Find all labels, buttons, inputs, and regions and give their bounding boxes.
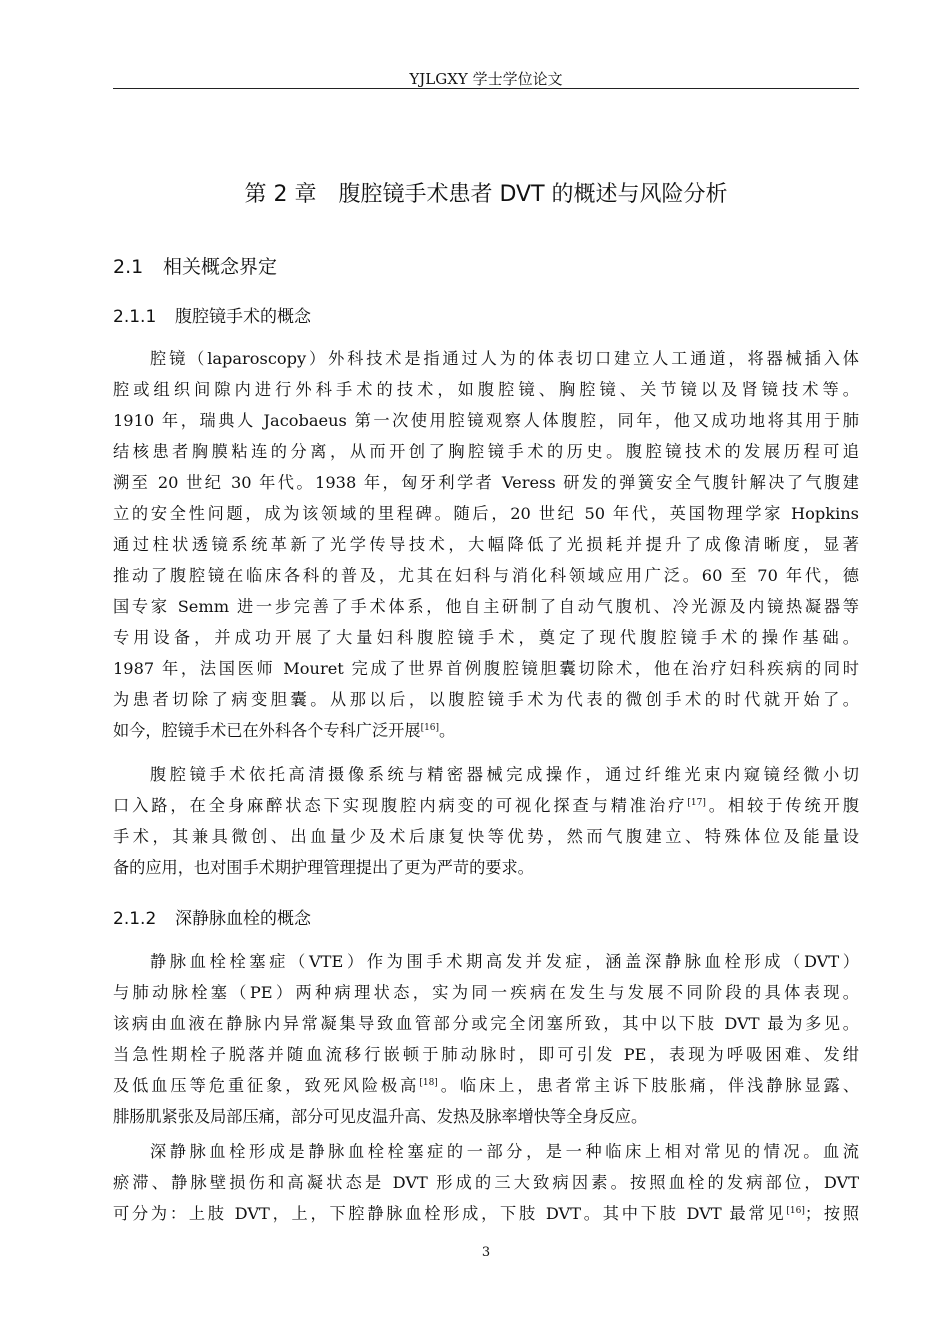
chapter-number: 第 2 章 xyxy=(244,182,317,207)
text-line: 推动了腹腔镜在临床各科的普及，尤其在妇科与消化科领域应用广泛。60 至 70 年代，德 xyxy=(113,566,859,585)
page-number: 3 xyxy=(481,1245,491,1260)
text-line xyxy=(113,715,859,746)
text-line: 溯至 20 世纪 30 年代。1938 年，匈牙利学者 Veress 研发的弹簧安全气腹针解决了气腹建 xyxy=(113,473,859,492)
paragraph-vte-definition xyxy=(113,946,859,1132)
text-line: 立的安全性问题，成为该领域的里程碑。随后，20 世纪 50 年代，英国物理学家 Hopkins xyxy=(113,504,859,523)
text-line: 手术，其兼具微创、出血量少及术后康复快等优势，然而气腹建立、特殊体位及能量设 xyxy=(113,827,859,846)
text-line xyxy=(113,790,859,821)
text-line: 腔或组织间隙内进行外科手术的技术，如腹腔镜、胸腔镜、关节镜以及肾镜技术等。 xyxy=(113,380,859,399)
section-title: 相关概念界定 xyxy=(163,256,278,278)
subsection-number: 2.1.1 xyxy=(113,307,157,327)
text-line: 当急性期栓子脱落并随血流移行嵌顿于肺动脉时，即可引发 PE，表现为呼吸困难、发绀 xyxy=(113,1045,859,1064)
subsection-heading-2-1-2 xyxy=(113,908,311,930)
text-line: 深静脉血栓形成是静脉血栓栓塞症的一部分，是一种临床上相对常见的情况。血流 xyxy=(150,1142,859,1161)
header-rule xyxy=(113,88,859,89)
text-span: 可分为：上肢 DVT，上，下腔静脉血栓形成，下肢 DVT。其中下肢 DVT 最常见 xyxy=(113,1204,787,1223)
citation-ref: [17] xyxy=(687,798,706,808)
subsection-number: 2.1.2 xyxy=(113,909,157,929)
text-line: 腓肠肌紧张及局部压痛，部分可见皮温升高、发热及脉率增快等全身反应。 xyxy=(113,1107,648,1126)
text-line: 腹腔镜手术依托高清摄像系统与精密器械完成操作，通过纤维光束内窥镜经微小切 xyxy=(150,765,859,784)
text-line: 通过柱状透镜系统革新了光学传导技术，大幅降低了光损耗并提升了成像清晰度，显著 xyxy=(113,535,859,554)
text-line: 国专家 Semm 进一步完善了手术体系，他自主研制了自动气腹机、冷光源及内镜热凝器等 xyxy=(113,597,859,616)
citation-ref: [18] xyxy=(419,1078,438,1088)
text-line: 1910 年，瑞典人 Jacobaeus 第一次使用腔镜观察人体腹腔，同年，他又成功地将其用于肺 xyxy=(113,411,859,430)
chapter-heading xyxy=(113,181,859,209)
text-span: 。 xyxy=(439,721,456,740)
text-span: 口入路，在全身麻醉状态下实现腹腔内病变的可视化探查与精准治疗 xyxy=(113,796,688,815)
section-heading-2-1 xyxy=(113,255,277,279)
citation-ref: [16] xyxy=(420,723,440,733)
chapter-title: 腹腔镜手术患者 DVT 的概述与风险分析 xyxy=(338,182,728,207)
citation-ref: [16] xyxy=(786,1206,805,1216)
paragraph-laparoscopy-features xyxy=(113,759,859,883)
text-span: 。临床上，患者常主诉下肢胀痛，伴浅静脉显露、 xyxy=(437,1076,860,1095)
text-line xyxy=(113,1070,859,1101)
paragraph-laparoscopy-history xyxy=(113,343,859,746)
text-line: 备的应用，也对围手术期护理管理提出了更为严苛的要求。 xyxy=(113,858,534,877)
text-line xyxy=(113,1198,859,1229)
text-line: 专用设备，并成功开展了大量妇科腹腔镜手术，奠定了现代腹腔镜手术的操作基础。 xyxy=(113,628,859,647)
subsection-heading-2-1-1 xyxy=(113,306,311,328)
paragraph-dvt-classification xyxy=(113,1136,859,1229)
subsection-title: 腹腔镜手术的概念 xyxy=(175,307,311,327)
section-number: 2.1 xyxy=(113,256,144,278)
text-line: 1987 年，法国医师 Mouret 完成了世界首例腹腔镜胆囊切除术，他在治疗妇科疾病的同时 xyxy=(113,659,859,678)
text-span: 及低血压等危重征象，致死风险极高 xyxy=(113,1076,420,1095)
text-span: 。相较于传统开腹 xyxy=(705,796,860,815)
text-line: 瘀滞、静脉壁损伤和高凝状态是 DVT 形成的三大致病因素。按照血栓的发病部位，DVT xyxy=(113,1173,859,1192)
text-span: 如今，腔镜手术已在外科各个专科广泛开展 xyxy=(113,721,421,740)
text-line: 结核患者胸膜粘连的分离，从而开创了胸腔镜手术的历史。腹腔镜技术的发展历程可追 xyxy=(113,442,859,461)
text-span: ；按照 xyxy=(804,1204,860,1223)
text-line: 该病由血液在静脉内异常凝集导致血管部分或完全闭塞所致，其中以下肢 DVT 最为多见。 xyxy=(113,1014,859,1033)
text-line: 与肺动脉栓塞（PE）两种病理状态，实为同一疾病在发生与发展不同阶段的具体表现。 xyxy=(113,983,859,1002)
text-line: 静脉血栓栓塞症（VTE）作为围手术期高发并发症，涵盖深静脉血栓形成（DVT） xyxy=(150,952,859,971)
running-header: YJLGXY 学士学位论文 xyxy=(409,70,563,88)
text-line: 为患者切除了病变胆囊。从那以后，以腹腔镜手术为代表的微创手术的时代就开始了。 xyxy=(113,690,859,709)
subsection-title: 深静脉血栓的概念 xyxy=(175,909,311,929)
text-line: 腔镜（laparoscopy）外科技术是指通过人为的体表切口建立人工通道，将器械插入体 xyxy=(150,349,859,368)
